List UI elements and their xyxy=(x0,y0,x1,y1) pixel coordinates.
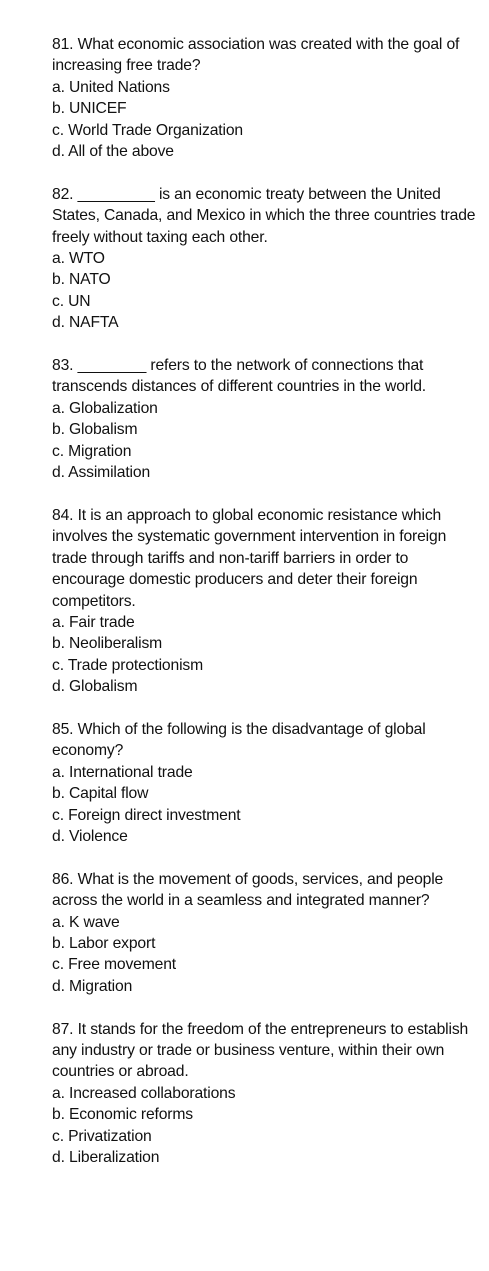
question-83 xyxy=(52,355,482,483)
question-85 xyxy=(52,719,482,847)
question-stem: 86. What is the movement of goods, services, and people across the world in a seamless and integrated manner? xyxy=(52,870,448,910)
option-list xyxy=(52,612,482,698)
option-b: b. Globalism xyxy=(52,421,138,439)
option-b: b. NATO xyxy=(52,271,111,289)
option-a: a. Fair trade xyxy=(52,613,135,631)
option-c: c. World Trade Organization xyxy=(52,121,243,139)
option-list xyxy=(52,1083,482,1169)
option-c: c. UN xyxy=(52,292,91,310)
option-b: b. Neoliberalism xyxy=(52,635,163,653)
option-a: a. United Nations xyxy=(52,78,170,96)
quiz-document xyxy=(52,34,482,1190)
option-d: d. Violence xyxy=(52,827,128,845)
question-81 xyxy=(52,34,482,162)
question-stem: 81. What economic association was created with the goal of increasing free trade? xyxy=(52,36,464,75)
option-a: a. WTO xyxy=(52,250,105,268)
question-stem: 85. Which of the following is the disadvantage of global economy? xyxy=(52,720,430,760)
option-d: d. Migration xyxy=(52,977,133,995)
question-86 xyxy=(52,869,482,997)
option-c: c. Trade protectionism xyxy=(52,656,204,674)
option-a: a. Globalization xyxy=(52,399,158,417)
option-d: d. Liberalization xyxy=(52,1149,160,1167)
question-stem: 84. It is an approach to global economic resistance which involves the systematic government intervention in foreign trade through tariffs and non-tariff barriers in order to encourage domestic producers and deter their foreign competitors. xyxy=(52,506,451,610)
question-stem: 87. It stands for the freedom of the entrepreneurs to establish any industry or trade or business venture, within their own countries or abroad. xyxy=(52,1020,473,1081)
option-c: c. Free movement xyxy=(52,956,177,974)
option-d: d. All of the above xyxy=(52,143,174,161)
option-c: c. Privatization xyxy=(52,1127,152,1145)
question-87 xyxy=(52,1019,482,1169)
option-b: b. Labor export xyxy=(52,934,156,952)
option-a: a. K wave xyxy=(52,913,120,931)
option-list xyxy=(52,248,482,334)
question-stem: 83. ________ refers to the network of connections that transcends distances of different countries in the world. xyxy=(52,357,428,396)
option-b: b. Capital flow xyxy=(52,785,149,803)
option-a: a. Increased collaborations xyxy=(52,1084,236,1102)
question-82 xyxy=(52,184,482,334)
question-84 xyxy=(52,505,482,698)
option-list xyxy=(52,398,482,484)
option-list xyxy=(52,77,482,163)
option-list xyxy=(52,912,482,998)
option-d: d. Globalism xyxy=(52,678,138,696)
option-list xyxy=(52,762,482,848)
option-d: d. NAFTA xyxy=(52,314,119,332)
option-d: d. Assimilation xyxy=(52,464,151,482)
option-c: c. Foreign direct investment xyxy=(52,806,241,824)
question-stem: 82. _________ is an economic treaty between the United States, Canada, and Mexico in which the three countries trade freely without taxing each other. xyxy=(52,185,480,246)
option-b: b. Economic reforms xyxy=(52,1106,193,1124)
option-b: b. UNICEF xyxy=(52,100,127,118)
option-c: c. Migration xyxy=(52,442,132,460)
option-a: a. International trade xyxy=(52,763,193,781)
